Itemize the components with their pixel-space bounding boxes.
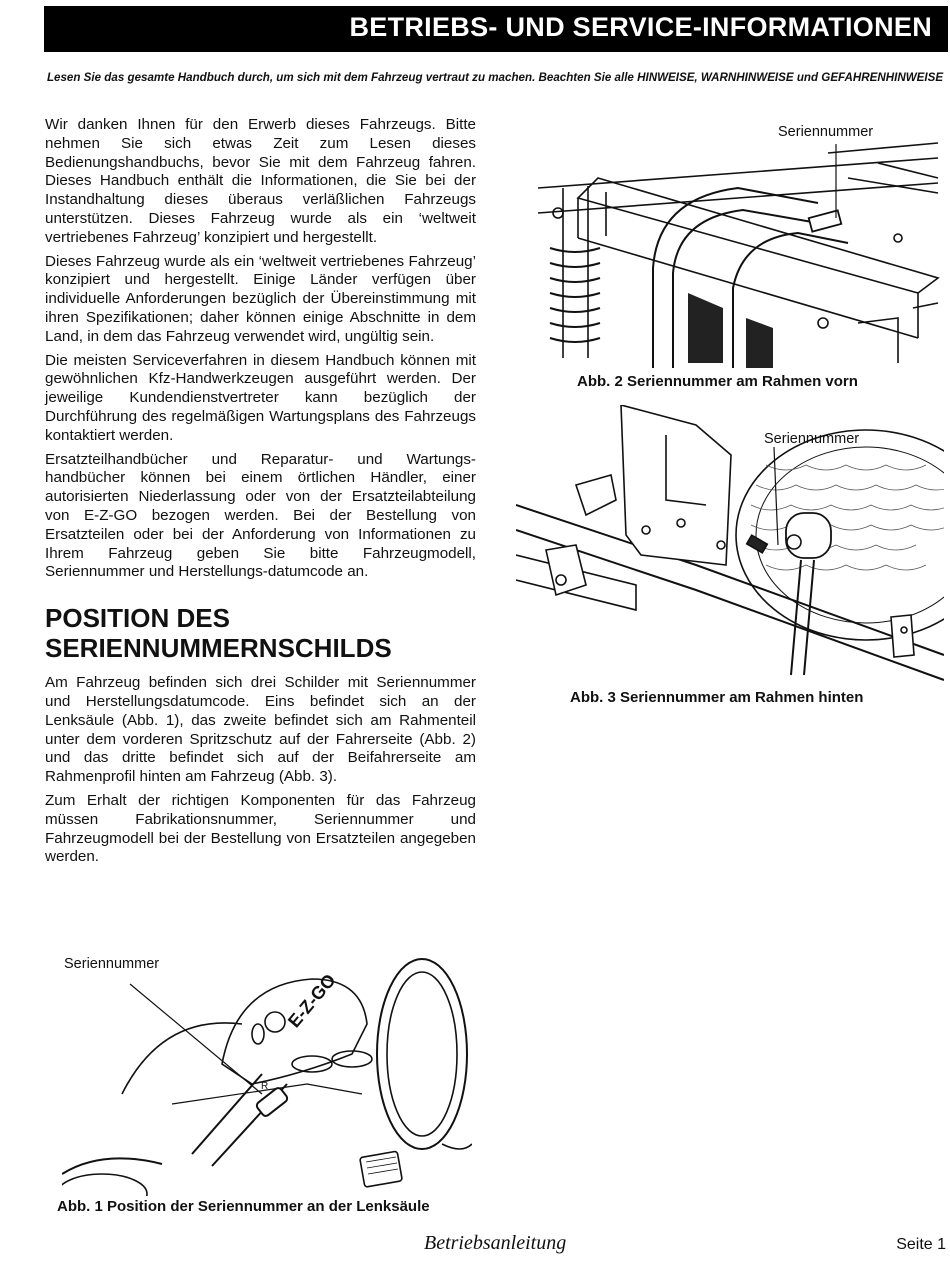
intro-paragraph-1: Wir danken Ihnen für den Erwerb dieses Fahrzeugs. Bitte nehmen Sie sich etwas Zeit zum Lesen dieses Bedienungshandbuchs, bevor Sie mit dem Fahrzeug fahren. Dieses Handbuch enthält die Informationen, die Sie bei der Instandhaltung dieses überaus verläßlichen Fahrzeugs unterstützen. Dieses Fahrzeug wurde als ein ‘weltweit vertriebenes Fahrzeug’ konzipiert und hergestellt. (45, 116, 476, 246)
page-subtitle: Lesen Sie das gesamte Handbuch durch, um sich mit dem Fahrzeug vertraut zu machen. Beachten Sie alle HINWEISE, WARNHINWEISE und GEFAHRENHINWEISE (46, 71, 944, 84)
section-heading-line-2: SERIENNUMMERNSCHILDS (45, 633, 392, 664)
section-paragraph-2: Zum Erhalt der richtigen Komponenten für das Fahrzeug müssen Fabrikationsnummer, Seriennummer und Fahrzeugmodell bei der Bestellung von Ersatzteilen angegeben werden. (45, 791, 476, 866)
figure-1-caption: Abb. 1 Position der Seriennummer an der Lenksäule (57, 1198, 430, 1215)
section-paragraph-1: Am Fahrzeug befinden sich drei Schilder mit Seriennummer und Herstellungsdatumcode. Eins befindet sich an der Lenksäule (Abb. 1), das zweite befindet sich am Rahmenteil unter dem vorderen Spritzschutz auf der Fahrerseite (Abb. 2) und das dritte befindet sich auf der Beifahrerseite am Rahmenprofil hinten am Fahrzeug (Abb. 3). (45, 674, 476, 786)
section-heading-line-1: POSITION DES (45, 603, 230, 634)
page-number: Seite 1 (896, 1236, 946, 1253)
intro-paragraph-2: Dieses Fahrzeug wurde als ein ‘weltweit vertriebenes Fahrzeug’ konzipiert und hergestellt. Einige Länder verfügen über individuelle Anforderungen bezüglich der Übereinstimmung mit ihren Spezifikationen; daher können einige Abschnitte in dem Land, in dem das Fahrzeug verwendet wird, ungültig sein. (45, 252, 476, 345)
plate-letter: R (261, 1081, 269, 1092)
left-column (45, 116, 476, 872)
figure-2-callout: Seriennummer (778, 124, 874, 140)
footer-manual-name: Betriebsanleitung (424, 1232, 567, 1254)
dash-logo: E-Z-GO (283, 970, 340, 1032)
figure-3 (516, 405, 944, 683)
figure-2 (518, 118, 944, 370)
section-heading (45, 603, 476, 663)
figure-3-caption: Abb. 3 Seriennummer am Rahmen hinten (570, 689, 864, 706)
figure-1-callout: Seriennummer (64, 956, 160, 972)
intro-paragraph-4: Ersatzteilhandbücher und Reparatur- und Wartungs-handbücher können bei einem örtlichen Händler, einer autorisierten Niederlassung oder von der Ersatzteilabteilung von E-Z-GO bezogen werden. Bei der Bestellung von Ersatzteilen oder bei der Anforderung von Informationen zu Ihrem Fahrzeug geben Sie bitte Fahrzeugmodell, Seriennummer und Herstellungs-datumcode an. (45, 450, 476, 581)
figure-2-illustration (518, 118, 944, 370)
figure-3-illustration (516, 405, 944, 683)
figure-1 (62, 944, 472, 1196)
intro-paragraph-3: Die meisten Serviceverfahren in diesem Handbuch können mit gewöhnlichen Kfz-Handwerkzeugen ausgeführt werden. Der jeweilige Kundendienstvertreter kann bezüglich der Durchführung des regelmäßigen Wartungsplans des Fahrzeugs kontaktiert werden. (45, 351, 476, 444)
figure-3-callout: Seriennummer (764, 431, 860, 447)
page-title: BETRIEBS- UND SERVICE-INFORMATIONEN (349, 12, 932, 42)
header-bar (44, 6, 948, 52)
figure-1-illustration (62, 944, 472, 1196)
figure-2-caption: Abb. 2 Seriennummer am Rahmen vorn (577, 373, 858, 390)
